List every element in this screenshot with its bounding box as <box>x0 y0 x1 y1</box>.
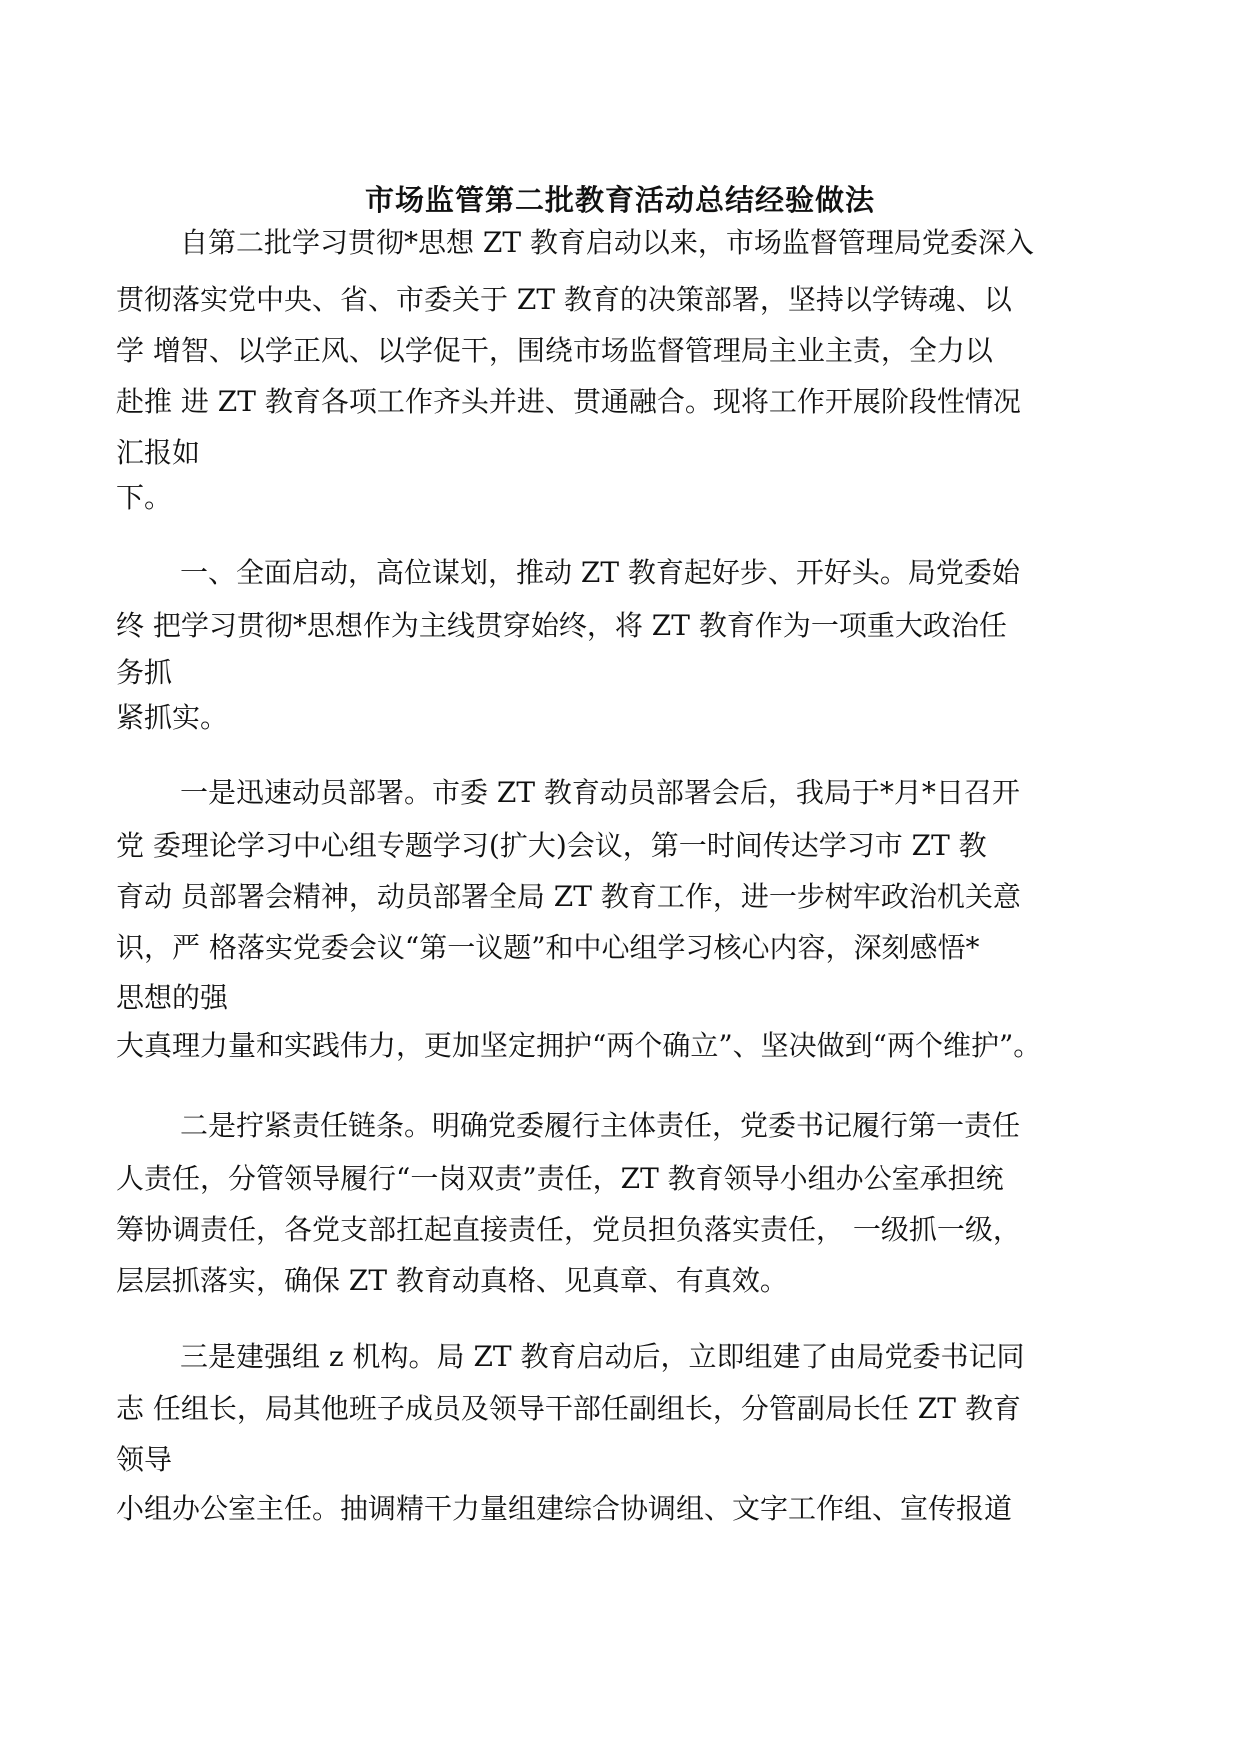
text-line: 务抓 <box>116 656 173 689</box>
text-line: 终 把学习贯彻*思想作为主线贯穿始终，将 ZT 教育作为一项重大政治任 <box>116 609 1007 642</box>
text-line: 三是建强组 z 机构。局 ZT 教育启动后，立即组建了由局党委书记同 <box>180 1340 1025 1373</box>
text-line: 二是拧紧责任链条。明确党委履行主体责任，党委书记履行第一责任 <box>180 1109 1021 1142</box>
text-line: 汇报如 <box>116 436 201 469</box>
text-line: 一是迅速动员部署。市委 ZT 教育动员部署会后，我局于*月*日召开 <box>180 776 1020 809</box>
text-line: 志 任组长，局其他班子成员及领导干部任副组长，分管副局长任 ZT 教育 <box>116 1392 1021 1425</box>
text-line: 识，严 格落实党委会议“第一议题”和中心组学习核心内容，深刻感悟* <box>116 931 980 964</box>
text-line: 筹协调责任，各党支部扛起直接责任，党员担负落实责任， 一级抓一级， <box>116 1213 1021 1246</box>
document-title: 市场监管第二批教育活动总结经验做法 <box>364 183 875 217</box>
text-line: 一、全面启动，高位谋划，推动 ZT 教育起好步、开好头。局党委始 <box>180 556 1020 589</box>
text-line: 紧抓实。 <box>116 701 229 734</box>
text-line: 领导 <box>116 1443 173 1476</box>
text-line: 人责任，分管领导履行“一岗双责”责任，ZT 教育领导小组办公室承担统 <box>116 1162 1004 1195</box>
text-line: 党 委理论学习中心组专题学习(扩大)会议，第一时间传达学习市 ZT 教 <box>116 829 987 862</box>
text-line: 层层抓落实，确保 ZT 教育动真格、见真章、有真效。 <box>116 1264 788 1297</box>
text-line: 思想的强 <box>116 981 229 1014</box>
text-line: 自第二批学习贯彻*思想 ZT 教育启动以来，市场监督管理局党委深入 <box>180 226 1034 259</box>
text-line: 育动 员部署会精神，动员部署全局 ZT 教育工作，进一步树牢政治机关意 <box>116 880 1021 913</box>
text-line: 下。 <box>116 481 173 514</box>
text-line: 大真理力量和实践伟力，更加坚定拥护“两个确立”、坚决做到“两个维护”。 <box>116 1029 1042 1062</box>
text-line: 贯彻落实党中央、省、市委关于 ZT 教育的决策部署，坚持以学铸魂、以 <box>116 283 1012 316</box>
text-line: 小组办公室主任。抽调精干力量组建综合协调组、文字工作组、宣传报道 <box>116 1492 1013 1525</box>
text-line: 学 增智、以学正风、以学促干，围绕市场监督管理局主业主责，全力以 <box>116 334 993 367</box>
text-line: 赴推 进 ZT 教育各项工作齐头并进、贯通融合。现将工作开展阶段性情况 <box>116 385 1021 418</box>
